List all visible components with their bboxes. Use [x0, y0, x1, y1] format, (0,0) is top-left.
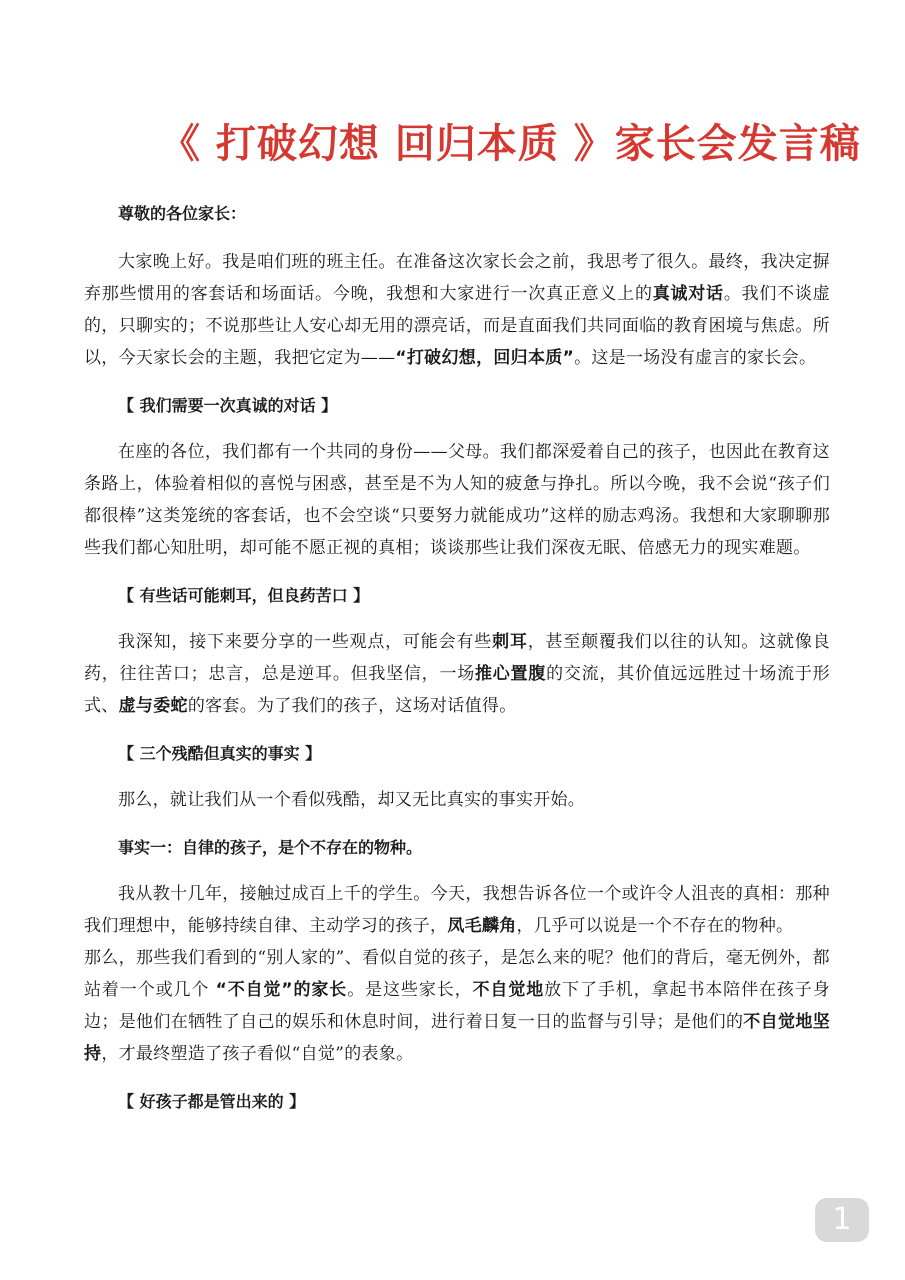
intro-paragraph: 大家晚上好。我是咱们班的班主任。在准备这次家长会之前，我思考了很久。最终，我决定摒弃那些惯用的客套话和场面话。今晚，我想和大家进行一次真正意义上的真诚对话。我们不谈虚的，只聊实的；不说那些让人安心却无用的漂亮话，而是直面我们共同面临的教育困境与焦虑。所以，今天家长会的主题，我把它定为——“打破幻想，回归本质”。这是一场没有虚言的家长会。	[84, 252, 830, 368]
fact-one-followup: 那么，那些我们看到的“别人家的”、看似自觉的孩子，是怎么来的呢？他们的背后，毫无例外，都站着一个或几个 “不自觉”的家长。是这些家长，不自觉地放下了手机，拿起书本陪伴在孩子身边；是他们在牺牲了自己的娱乐和休息时间，进行着日复一日的监督与引导；是他们的不自觉地坚持，才最终塑造了孩子看似“自觉”的表象。	[84, 948, 830, 1064]
section-heading-harsh-words: 【 有些话可能刺耳，但良药苦口 】	[118, 586, 370, 605]
section-paragraph-dialogue: 在座的各位，我们都有一个共同的身份——父母。我们都深爱着自己的孩子，也因此在教育这条路上，体验着相似的喜悦与困惑，甚至是不为人知的疲惫与挣扎。所以今晚，我不会说“孩子们都很棒”这类笼统的客套话，也不会空谈“只要努力就能成功”这样的励志鸡汤。我想和大家聊聊那些我们都心知肚明，却可能不愿正视的真相；谈谈那些让我们深夜无眠、倍感无力的现实难题。	[84, 442, 830, 558]
section-heading-good-kids: 【 好孩子都是管出来的 】	[118, 1092, 306, 1111]
fact-one-paragraph: 我从教十几年，接触过成百上千的学生。今天，我想告诉各位一个或许令人沮丧的真相：那种我们理想中，能够持续自律、主动学习的孩子，凤毛麟角，几乎可以说是一个不存在的物种。	[84, 884, 830, 936]
section-heading-three-facts: 【 三个残酷但真实的事实 】	[118, 744, 322, 763]
emphasis-sincere-dialogue: 真诚对话	[652, 284, 724, 304]
salutation: 尊敬的各位家长：	[118, 204, 247, 223]
emphasis-theme: “打破幻想，回归本质”	[395, 348, 575, 368]
section-heading-dialogue: 【 我们需要一次真诚的对话 】	[118, 396, 338, 415]
fact-one-heading: 事实一：自律的孩子，是个不存在的物种。	[118, 838, 423, 857]
section-paragraph-harsh-words: 我深知，接下来要分享的一些观点，可能会有些刺耳，甚至颠覆我们以往的认知。这就像良药，往往苦口；忠言，总是逆耳。但我坚信，一场推心置腹的交流，其价值远远胜过十场流于形式、虚与委蛇的客套。为了我们的孩子，这场对话值得。	[84, 632, 830, 716]
page-number-badge: 1	[815, 1198, 869, 1242]
page-title: 《 打破幻想 回归本质 》家长会发言稿	[160, 121, 861, 167]
section-paragraph-three-facts: 那么，就让我们从一个看似残酷，却又无比真实的事实开始。	[118, 790, 586, 810]
document-body	[84, 198, 830, 1132]
